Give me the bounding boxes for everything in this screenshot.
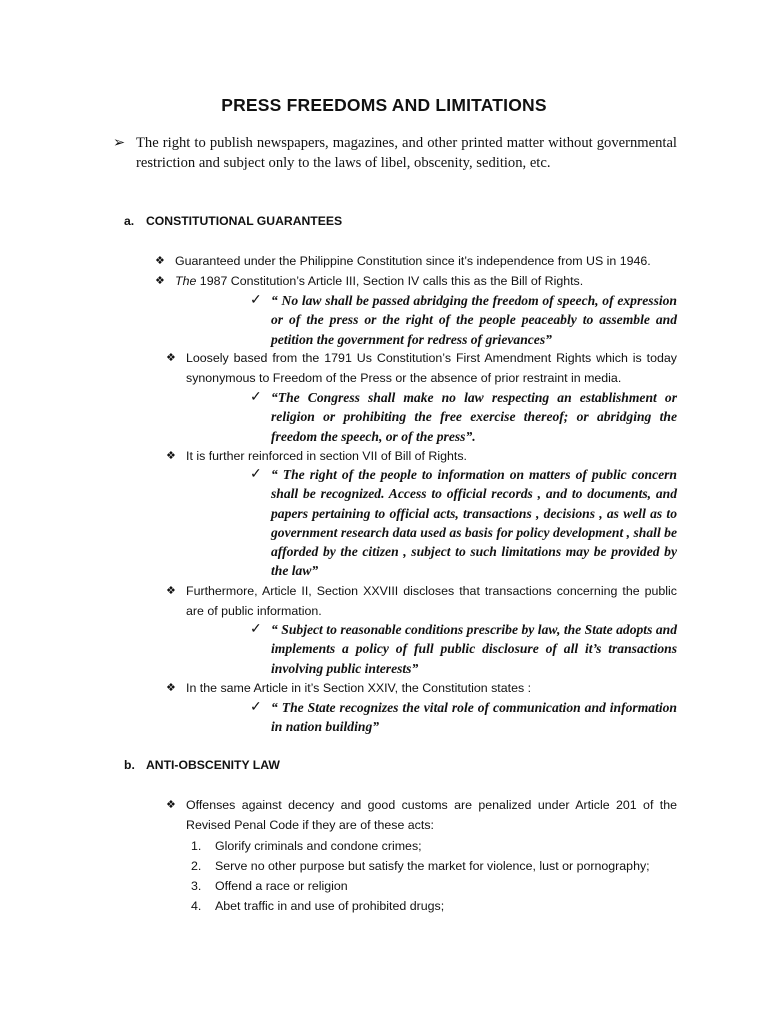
- page-title: PRESS FREEDOMS AND LIMITATIONS: [221, 95, 547, 115]
- quote-block: [250, 388, 677, 446]
- check-icon: ✓: [250, 293, 262, 308]
- list-item: [166, 795, 677, 835]
- intro-paragraph: [113, 133, 677, 173]
- quote-text: “ Subject to reasonable conditions prescribe by law, the State adopts and implements a policy of full public disclosure of all it’s transactions involving public interests”: [271, 622, 677, 676]
- item-text: Glorify criminals and condone crimes;: [215, 839, 422, 853]
- item-text: Offend a race or religion: [215, 879, 348, 893]
- bullet-text: Furthermore, Article II, Section XXVIII discloses that transactions concerning the public are of public information.: [186, 584, 677, 618]
- check-icon: ✓: [250, 467, 262, 482]
- bullet-text: It is further reinforced in section VII of Bill of Rights.: [186, 449, 467, 463]
- diamond-bullet-icon: ❖: [166, 682, 176, 694]
- section-a-label: a.: [124, 214, 135, 228]
- section-a-title: CONSTITUTIONAL GUARANTEES: [146, 214, 343, 228]
- item-number: 3.: [191, 879, 202, 893]
- diamond-bullet-icon: ❖: [155, 255, 165, 267]
- intro-text: The right to publish newspapers, magazines, and other printed matter without governmental restriction and subject only to the laws of libel, obscenity, sedition, etc.: [136, 135, 677, 171]
- diamond-bullet-icon: ❖: [166, 352, 176, 364]
- quote-text: “ The right of the people to information on matters of public concern shall be recognized. Access to official records , and to documents, and papers pertaining to official acts, transactions , decisions , as well as to government research data used as basis for policy development , shall be afforded by the citizen , subject to such limitations may be provided by the law”: [271, 467, 677, 579]
- item-number: 2.: [191, 859, 202, 873]
- list-item: [166, 581, 677, 621]
- diamond-bullet-icon: ❖: [166, 585, 176, 597]
- check-icon: ✓: [250, 622, 262, 637]
- bullet-text-italic: The: [175, 274, 197, 288]
- bullet-text: Guaranteed under the Philippine Constitution since it’s independence from US in 1946.: [175, 254, 651, 268]
- quote-text: “ No law shall be passed abridging the freedom of speech, of expression or of the press or the right of the people peaceably to assemble and petition the government for redress of grievances”: [271, 293, 677, 347]
- list-item: [155, 251, 685, 271]
- numbered-item: [191, 876, 348, 896]
- check-icon: ✓: [250, 390, 262, 405]
- arrow-bullet-icon: ➢: [113, 135, 126, 151]
- bullet-text: In the same Article in it’s Section XXIV, the Constitution states :: [186, 681, 532, 695]
- list-item: [166, 348, 677, 388]
- quote-block: [250, 698, 677, 737]
- list-item: [155, 271, 685, 291]
- section-b-title: ANTI-OBSCENITY LAW: [146, 758, 280, 772]
- quote-text: “The Congress shall make no law respecting an establishment or religion or prohibiting the free exercise thereof; or abridging the freedom the speech, or of the press”.: [271, 390, 677, 444]
- bullet-text: 1987 Constitution’s Article III, Section IV calls this as the Bill of Rights.: [196, 274, 584, 288]
- quote-block: [250, 291, 677, 349]
- bullet-text: Offenses against decency and good customs are penalized under Article 201 of the Revised Penal Code if they are of these acts:: [186, 798, 677, 832]
- section-b-label: b.: [124, 758, 135, 772]
- check-icon: ✓: [250, 700, 262, 715]
- item-text: Serve no other purpose but satisfy the market for violence, lust or pornography;: [215, 859, 650, 873]
- item-number: 4.: [191, 899, 202, 913]
- diamond-bullet-icon: ❖: [166, 799, 176, 811]
- numbered-item: [191, 896, 444, 916]
- quote-block: [250, 465, 677, 581]
- item-number: 1.: [191, 839, 202, 853]
- item-text: Abet traffic in and use of prohibited drugs;: [215, 899, 445, 913]
- section-b-heading: [124, 758, 280, 772]
- bullet-text: Loosely based from the 1791 Us Constitution’s First Amendment Rights which is today synonymous to Freedom of the Press or the absence of prior restraint in media.: [186, 351, 677, 385]
- diamond-bullet-icon: ❖: [155, 275, 165, 287]
- numbered-item: [191, 836, 422, 856]
- numbered-item: [191, 856, 650, 876]
- list-item: [166, 446, 677, 466]
- quote-block: [250, 620, 677, 678]
- diamond-bullet-icon: ❖: [166, 450, 176, 462]
- list-item: [166, 678, 677, 698]
- quote-text: “ The State recognizes the vital role of communication and information in nation building”: [271, 700, 677, 735]
- section-a-heading: [124, 214, 342, 228]
